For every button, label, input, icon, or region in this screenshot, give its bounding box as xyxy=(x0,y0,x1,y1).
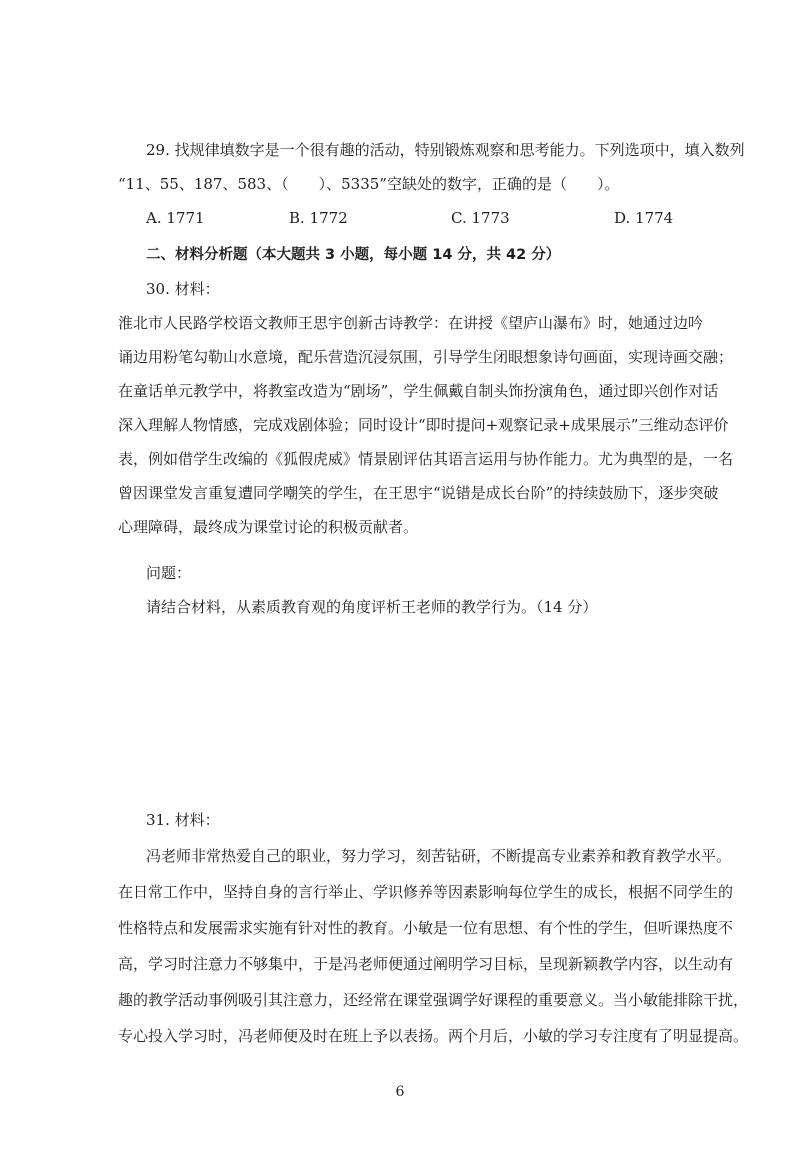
q30-material-line: 深入理解人物情感，完成戏剧体验；同时设计“即时提问+观察记录+成果展示”三维动态评价 xyxy=(118,416,729,434)
q30-label: 30. 材料： xyxy=(146,280,220,298)
q29-option-b: B. 1772 xyxy=(289,209,348,227)
q29-stem-line-1: 29. 找规律填数字是一个很有趣的活动，特别锻炼观察和思考能力。下列选项中，填入数列 xyxy=(146,141,745,159)
q31-material-line: 专心投入学习时，冯老师便及时在班上予以表扬。两个月后，小敏的学习专注度有了明显提高。 xyxy=(118,1027,749,1045)
page-number: 6 xyxy=(395,1084,405,1100)
q31-label: 31. 材料： xyxy=(146,811,220,829)
q29-option-c: C. 1773 xyxy=(451,209,510,227)
q30-material-line: 诵边用粉笔勾勒山水意境，配乐营造沉浸氛围，引导学生闭眼想象诗句画面，实现诗画交融； xyxy=(118,348,734,366)
q31-material-line: 趣的教学活动事例吸引其注意力，还经常在课堂强调学好课程的重要意义。当小敏能排除干扰， xyxy=(118,991,749,1009)
section-heading: 二、材料分析题（本大题共 3 小题，每小题 14 分，共 42 分） xyxy=(146,247,561,263)
q31-material-line: 高，学习时注意力不够集中，于是冯老师便通过阐明学习目标，呈现新颖教学内容，以生动有 xyxy=(118,955,734,973)
q29-option-d: D. 1774 xyxy=(614,209,674,227)
q30-question: 请结合材料，从素质教育观的角度评析王老师的教学行为。（14 分） xyxy=(146,598,598,616)
q30-material-line: 在童话单元教学中，将教室改造为“剧场”，学生佩戴自制头饰扮演角色，通过即兴创作对话 xyxy=(118,382,719,400)
q31-material-line: 在日常工作中，坚持自身的言行举止、学识修养等因素影响每位学生的成长，根据不同学生的 xyxy=(118,883,734,901)
q30-material-line: 淮北市人民路学校语文教师王思宇创新古诗教学：在讲授《望庐山瀑布》时，她通过边吟 xyxy=(118,314,704,332)
q31-material-line: 性格特点和发展需求实施有针对性的教育。小敏是一位有思想、有个性的学生，但听课热度不 xyxy=(118,919,734,937)
q31-material-line: 冯老师非常热爱自己的职业，努力学习，刻苦钻研，不断提高专业素养和教育教学水平。 xyxy=(146,847,732,865)
q30-material-line: 表，例如借学生改编的《狐假虎威》情景剧评估其语言运用与协作能力。尤为典型的是，一名 xyxy=(118,450,734,468)
q30-question-label: 问题： xyxy=(146,564,192,582)
q29-option-a: A. 1771 xyxy=(146,209,205,227)
q29-stem-line-2: “11、55、187、583、（ ）、5335”空缺处的数字，正确的是（ ）。 xyxy=(118,175,620,193)
q30-material-line: 曾因课堂发言重复遭同学嘲笑的学生，在王思宇“说错是成长台阶”的持续鼓励下，逐步突破 xyxy=(118,484,719,502)
q30-material-line: 心理障碍，最终成为课堂讨论的积极贡献者。 xyxy=(118,518,419,536)
